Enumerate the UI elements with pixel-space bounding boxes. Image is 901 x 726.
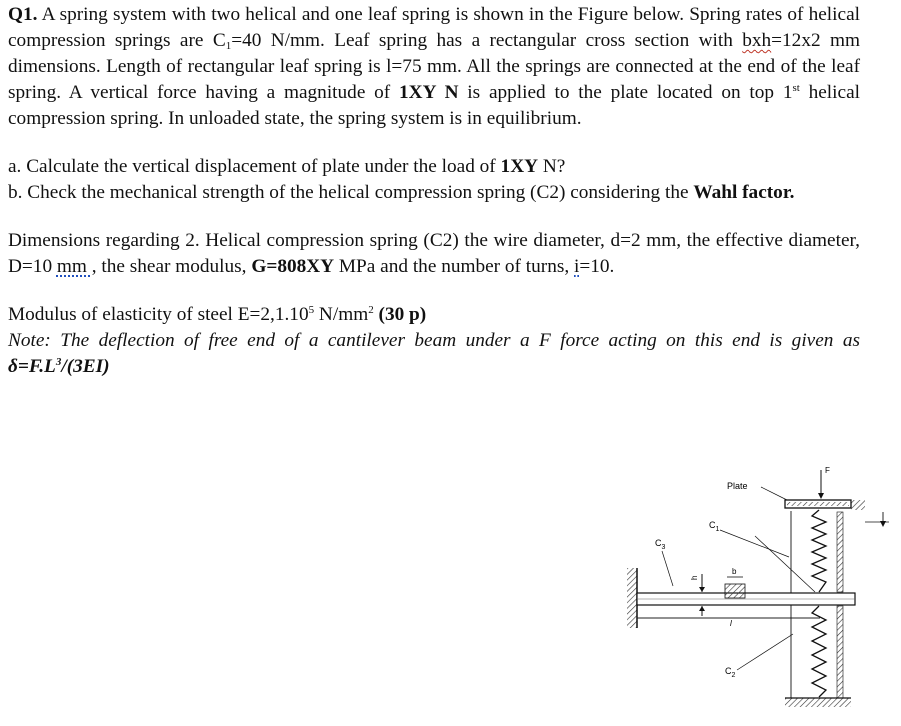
ground-hatch [785,698,851,707]
c2-label: $C_2$ [725,666,736,679]
spring-guide-upper [837,512,843,592]
helical-spring-c1 [812,510,826,592]
document-body [8,2,860,380]
diagonal-guide [755,536,815,592]
modulus-line: Modulus of elasticity of steel $E=2,1.10^5$ $N/mm^2$ (30 p) [8,304,427,325]
top-right-wall-hatch [851,500,865,510]
spring-system-drawing [615,456,901,726]
c3-label: $C_3$ [655,538,666,551]
plate-label: Plate [727,481,748,491]
c1-label: $C_1$ [709,520,720,533]
h-label: h [690,575,699,580]
plate-hatch [787,502,849,506]
l-label: l [730,619,732,628]
helical-spring-c2 [812,606,826,697]
question-number: Q1. [8,4,38,25]
force-label: F [825,466,830,475]
left-wall-hatch [627,568,637,628]
h-arrowhead-bottom [699,606,705,611]
dimensions-paragraph: Dimensions regarding 2. Helical compression spring (C2) the wire diameter, d=2 mm, the effective diameter, D=10 mm , the shear modulus, G=808XY MPa and the number of turns, i=10. [8,230,860,277]
question-a: a. Calculate the vertical displacement of plate under the load of 1XY N? [8,156,566,177]
spring-guide-lower [837,606,843,698]
c2-leader [737,634,793,670]
displacement-arrowhead [880,521,886,527]
force-arrowhead [818,493,824,499]
leaf-cross-section [725,584,745,598]
spring-system-figure [615,456,901,726]
question-b: b. Check the mechanical strength of the helical compression spring (C2) considering the Wahl factor. [8,182,795,203]
c3-leader [662,551,673,586]
problem-statement: Q1. A spring system with two helical and one leaf spring is shown in the Figure below. Spring rates of helical compression springs are $C_1=40$ N/mm. Leaf spring has a rectangular cross section with bxh=12x2 mm dimensions. Length of rectangular leaf spring is l=75 mm. All the springs are connected at the end of the leaf spring. A vertical force having a magnitude of 1XY N is applied to the plate located on top 1st helical compression spring. In unloaded state, the spring system is in equilibrium. [8,4,860,129]
c1-leader [720,530,789,557]
note-paragraph: Note: The deflection of free end of a cantilever beam under a F force acting on this end is given as $\delta=F.L^3/(3EI)$ [8,330,860,377]
b-label: b [732,567,737,576]
h-arrowhead-top [699,587,705,592]
plate-leader [761,487,787,500]
